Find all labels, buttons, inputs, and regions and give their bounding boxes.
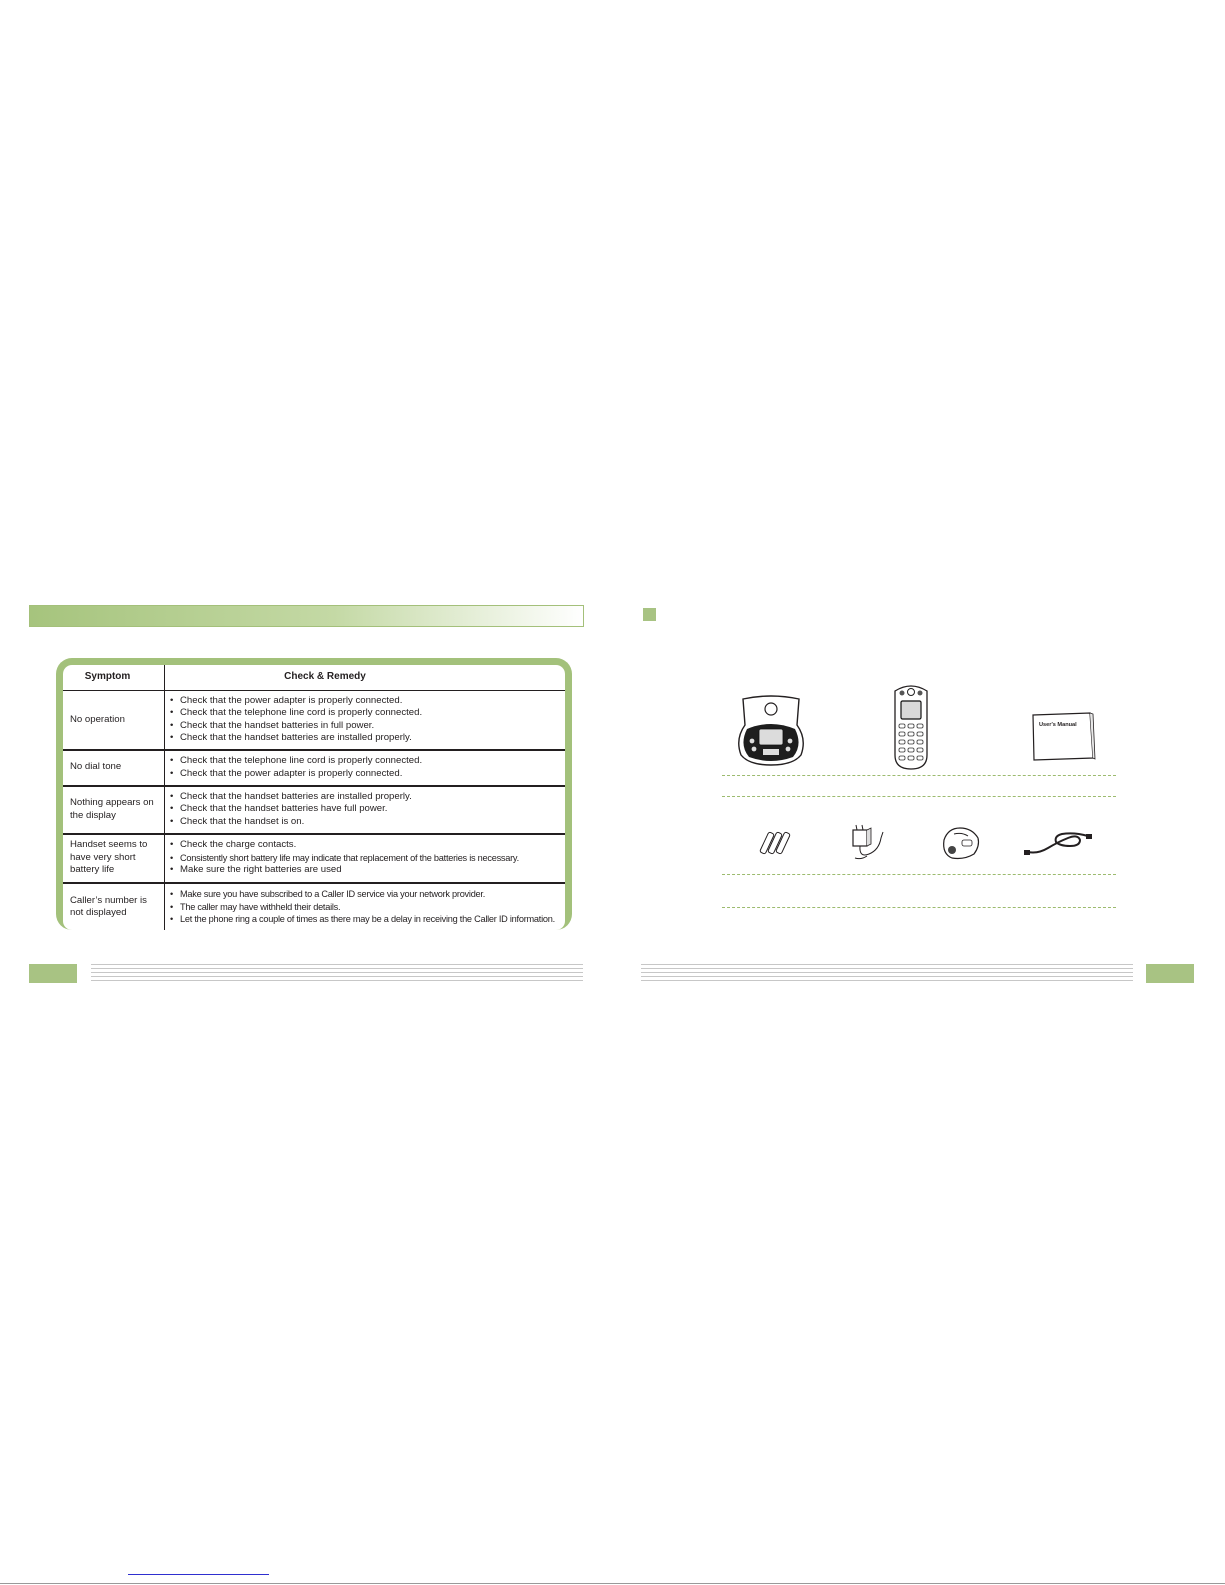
section-header-bar [29,605,584,627]
table-row [63,786,565,834]
link-underline [128,1574,269,1575]
page-number-tab-left [29,964,77,983]
page-bottom-rule [0,1583,1225,1584]
list-item: • The caller may have withheld their details. [170,901,565,913]
list-item: • Check that the handset is on. [170,816,565,828]
table-row [63,883,565,931]
page-number-tab-right [1146,964,1194,983]
table-row [63,750,565,786]
list-item: • Check that the handset batteries have full power. [170,803,565,815]
troubleshooting-table [63,665,565,930]
remedy-cell [165,750,566,786]
symptom-cell: No operation [63,691,165,750]
list-item: • Check that the telephone line cord is properly connected. [170,707,565,719]
remedy-cell [165,691,566,750]
remedy-cell [165,834,566,883]
table-row [63,834,565,883]
divider-dashed [722,775,1116,776]
base-station-icon [733,695,809,767]
list-item: • Check that the handset batteries are installed properly. [170,732,565,744]
charger-cradle-icon [940,826,982,862]
batteries-icon [759,828,791,858]
section-marker [643,608,656,621]
list-item: • Consistently short battery life may indicate that replacement of the batteries is necessary. [170,852,565,864]
list-item: • Make sure you have subscribed to a Caller ID service via your network provider. [170,888,565,900]
divider-dashed [722,907,1116,908]
symptom-cell: No dial tone [63,750,165,786]
list-item: • Make sure the right batteries are used [170,864,565,876]
list-item: • Check the charge contacts. [170,839,565,851]
footer-rules-left [91,964,583,984]
divider-dashed [722,874,1116,875]
symptom-cell: Nothing appears on the display [63,786,165,834]
telephone-line-cord-icon [1024,830,1092,858]
list-item: • Check that the power adapter is properly connected. [170,695,565,707]
remedy-list [170,791,565,828]
table-header-row [63,665,565,691]
symptom-column-header: Symptom [63,665,165,691]
remedy-cell [165,883,566,931]
symptom-cell: Handset seems to have very short battery life [63,834,165,883]
footer-rules-right [641,964,1133,984]
remedy-cell [165,786,566,834]
list-item: • Check that the telephone line cord is properly connected. [170,755,565,767]
list-item: • Check that the handset batteries are installed properly. [170,791,565,803]
remedy-list [170,695,565,745]
table-row [63,691,565,750]
list-item: • Check that the power adapter is properly connected. [170,768,565,780]
handset-icon [889,683,933,771]
symptom-cell: Caller’s number is not displayed [70,894,147,918]
manual-cover-label: User's Manual [1039,722,1077,728]
remedy-column-header: Check & Remedy [165,665,566,691]
list-item: • Check that the handset batteries in full power. [170,720,565,732]
troubleshooting-table-panel [63,665,565,930]
remedy-list [170,839,565,876]
list-item: • Let the phone ring a couple of times as there may be a delay in receiving the Caller ID information. [170,913,565,925]
remedy-list [170,888,565,925]
power-adapter-icon [845,824,891,862]
divider-dashed [722,796,1116,797]
remedy-list [170,755,565,780]
user-manual-icon [1030,712,1096,762]
